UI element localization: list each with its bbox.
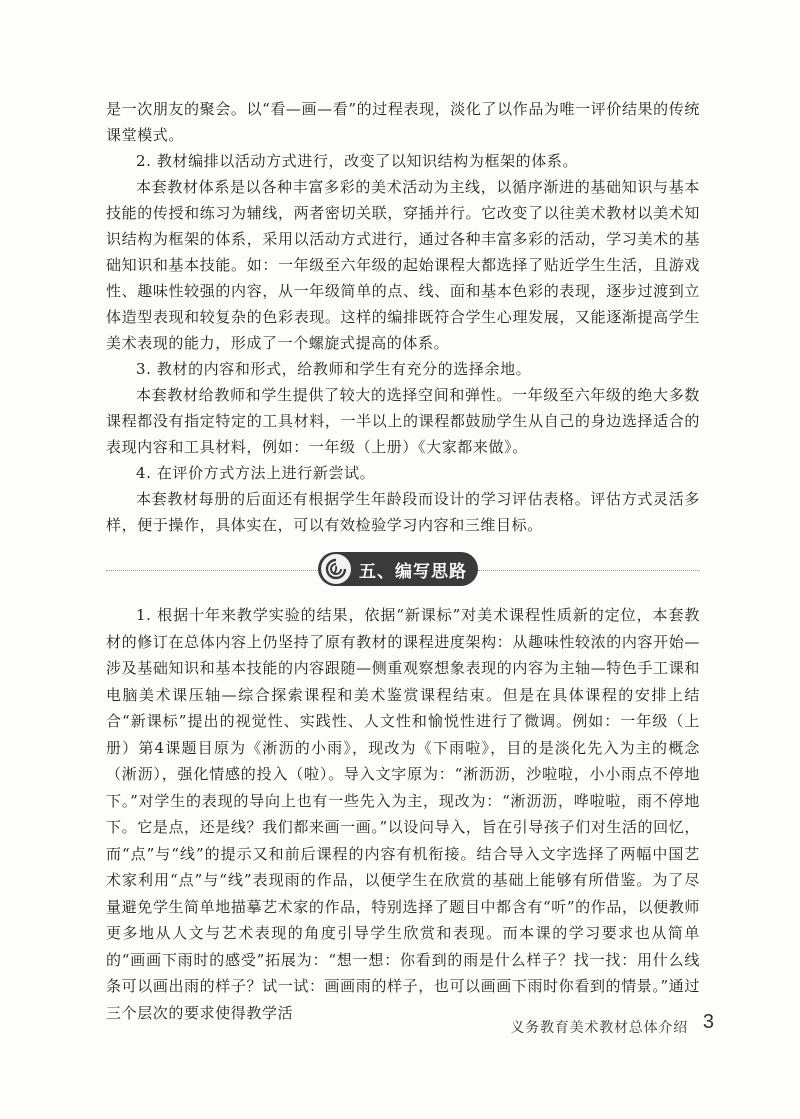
page-number: 3 — [702, 1011, 714, 1033]
point-4-heading: 4. 在评价方式方法上进行新尝试。 — [136, 464, 376, 482]
section-title: 五、编写思路 — [359, 561, 467, 582]
running-footer-title: 义务教育美术教材总体介绍 — [510, 1020, 688, 1036]
dotted-divider-right — [478, 570, 700, 571]
point-3-heading: 3. 教材的内容和形式，给教师和学生有充分的选择余地。 — [136, 360, 532, 378]
paragraph-continuation: 是一次朋友的聚会。以“看—画—看”的过程表现，淡化了以作品为唯一评价结果的传统课堂模式。 — [106, 100, 700, 144]
section-heading-row — [106, 552, 700, 588]
swirl-logo-icon — [321, 554, 351, 584]
section-heading-badge — [318, 552, 478, 586]
section-four-body — [106, 96, 700, 538]
point-2-heading: 2. 教材编排以活动方式进行，改变了以知识结构为框架的体系。 — [136, 152, 579, 170]
point-2-body: 本套教材体系是以各种丰富多彩的美术活动为主线，以循序渐进的基础知识与基本技能的传授和练习为辅线，两者密切关联，穿插并行。它改变了以往美术教材以美术知识结构为框架的体系，采用以活动方式进行，通过各种丰富多彩的活动，学习美术的基础知识和基本技能。如：一年级至六年级的起始课程大都选择了贴近学生生活，且游戏性、趣味性较强的内容，从一年级简单的点、线、面和基本色彩的表现，逐步过渡到立体造型表现和较复杂的色彩表现。这样的编排既符合学生心理发展，又能逐渐提高学生美术表现的能力，形成了一个螺旋式提高的体系。 — [106, 178, 700, 352]
dotted-divider-left — [106, 570, 320, 571]
writing-approach-paragraph: 1. 根据十年来教学实验的结果，依据“新课标”对美术课程性质新的定位，本套教材的修订在总体内容上仍坚持了原有教材的课程进度架构：从趣味性较浓的内容开始—涉及基础知识和基本技能的内容跟随—侧重观察想象表现的内容为主轴—特色手工课和电脑美术课压轴—综合探索课程和美术鉴赏课程结束。但是在具体课程的安排上结合“新课标”提出的视觉性、实践性、人文性和愉悦性进行了微调。例如：一年级（上册）第4课题目原为《淅沥的小雨》，现改为《下雨啦》，目的是淡化先入为主的概念（淅沥），强化情感的投入（啦）。导入文字原为：“淅沥沥，沙啦啦，小小雨点不停地下。”对学生的表现的导向上也有一些先入为主，现改为：“淅沥沥，哗啦啦，雨不停地下。它是点，还是线？我们都来画一画。”以设问导入，旨在引导孩子们对生活的回忆，而“点”与“线”的提示又和前后课程的内容有机衔接。结合导入文字选择了两幅中国艺术家利用“点”与“线”表现雨的作品，以便学生在欣赏的基础上能够有所借鉴。为了尽量避免学生简单地描摹艺术家的作品，特别选择了题目中都含有“听”的作品，以便教师更多地从人文与艺术表现的角度引导学生欣赏和表现。而本课的学习要求也从简单的“画画下雨时的感受”拓展为：“想一想：你看到的雨是什么样子？找一找：用什么线条可以画出雨的样子？试一试：画画雨的样子，也可以画画下雨时你看到的情景。”通过三个层次的要求使得教学活 — [106, 606, 700, 1022]
section-five-body — [106, 602, 700, 1026]
page-footer — [0, 1011, 800, 1041]
point-3-body: 本套教材给教师和学生提供了较大的选择空间和弹性。一年级至六年级的绝大多数课程都没有指定特定的工具材料，一半以上的课程都鼓励学生从自己的身边选择适合的表现内容和工具材料，例如：一年级（上册）《大家都来做》。 — [106, 386, 700, 456]
point-4-body: 本套教材每册的后面还有根据学生年龄段而设计的学习评估表格。评估方式灵活多样，便于操作，具体实在，可以有效检验学习内容和三维目标。 — [106, 490, 700, 534]
